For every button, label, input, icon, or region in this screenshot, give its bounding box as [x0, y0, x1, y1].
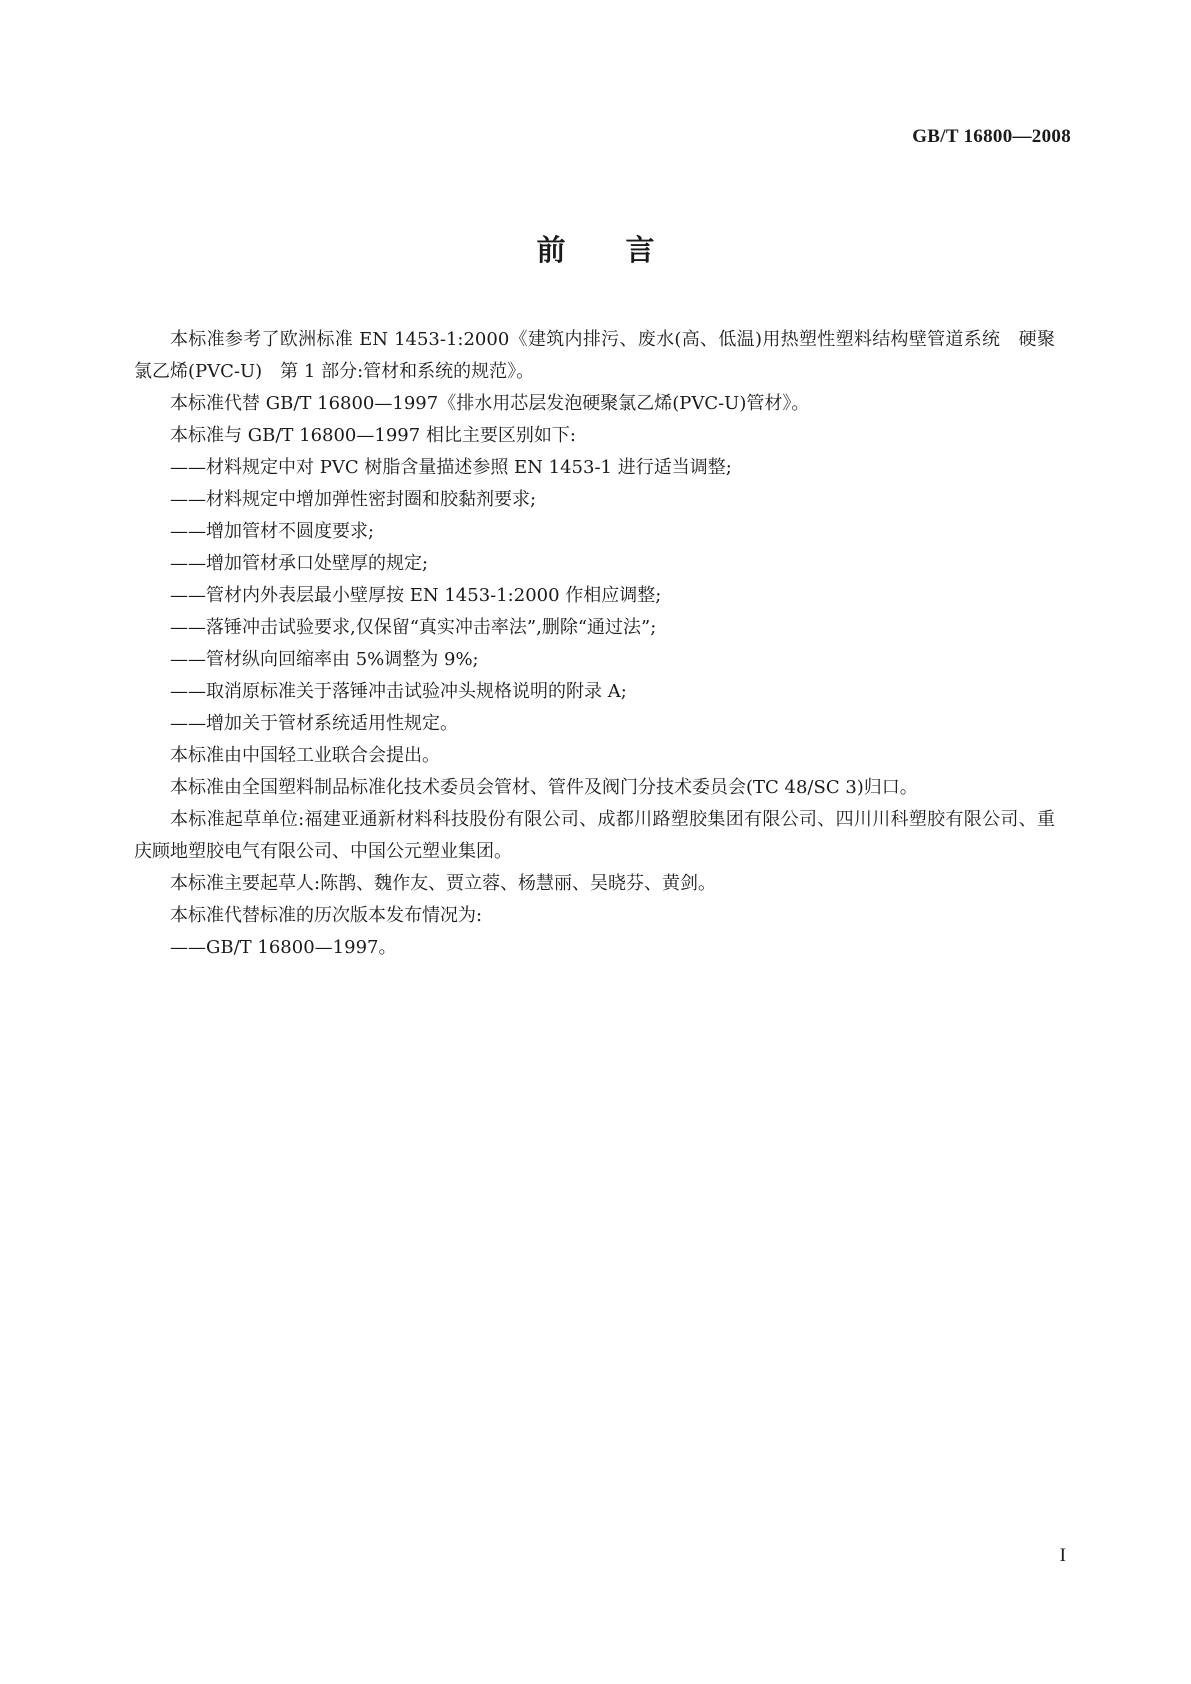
centralized-by-paragraph: 本标准由全国塑料制品标准化技术委员会管材、管件及阀门分技术委员会(TC 48/SC 3)归口。 — [170, 777, 918, 798]
change-item: ——增加管材承口处壁厚的规定; — [170, 553, 429, 574]
page-title — [0, 228, 1191, 269]
change-item: ——增加管材不圆度要求; — [170, 521, 375, 542]
change-item: ——落锤冲击试验要求,仅保留“真实冲击率法”,删除“通过法”; — [170, 617, 657, 638]
change-item: ——材料规定中增加弹性密封圈和胶黏剂要求; — [170, 489, 537, 510]
replacement-paragraph: 本标准代替 GB/T 16800—1997《排水用芯层发泡硬聚氯乙烯(PVC-U)管材》。 — [170, 393, 810, 414]
change-item: ——管材纵向回缩率由 5%调整为 9%; — [170, 649, 479, 670]
title-char-2: 言 — [625, 233, 655, 267]
proposed-by-paragraph: 本标准由中国轻工业联合会提出。 — [170, 745, 440, 766]
drafters-paragraph: 本标准主要起草人:陈鹊、魏作友、贾立蓉、杨慧丽、吴晓芬、黄剑。 — [170, 873, 717, 894]
document-number: GB/T 16800—2008 — [912, 126, 1071, 147]
drafting-units-paragraph: 本标准起草单位:福建亚通新材料科技股份有限公司、成都川路塑胶集团有限公司、四川川科塑胶有限公司、重庆顾地塑胶电气有限公司、中国公元塑业集团。 — [134, 809, 1055, 862]
title-char-1: 前 — [536, 233, 566, 267]
history-intro-paragraph: 本标准代替标准的历次版本发布情况为: — [170, 905, 483, 926]
changes-intro-paragraph: 本标准与 GB/T 16800—1997 相比主要区别如下: — [170, 425, 576, 446]
change-item: ——增加关于管材系统适用性规定。 — [170, 713, 458, 734]
change-item: ——材料规定中对 PVC 树脂含量描述参照 EN 1453-1 进行适当调整; — [170, 457, 732, 478]
page-number: I — [1059, 1545, 1066, 1566]
change-item: ——管材内外表层最小壁厚按 EN 1453-1:2000 作相应调整; — [170, 585, 662, 606]
change-item: ——取消原标准关于落锤冲击试验冲头规格说明的附录 A; — [170, 681, 627, 702]
reference-paragraph: 本标准参考了欧洲标准 EN 1453-1:2000《建筑内排污、废水(高、低温)用热塑性塑料结构壁管道系统 硬聚氯乙烯(PVC-U) 第 1 部分:管材和系统的规范》。 — [134, 329, 1055, 382]
history-item: ——GB/T 16800—1997。 — [170, 937, 397, 958]
foreword-body — [134, 324, 1055, 964]
